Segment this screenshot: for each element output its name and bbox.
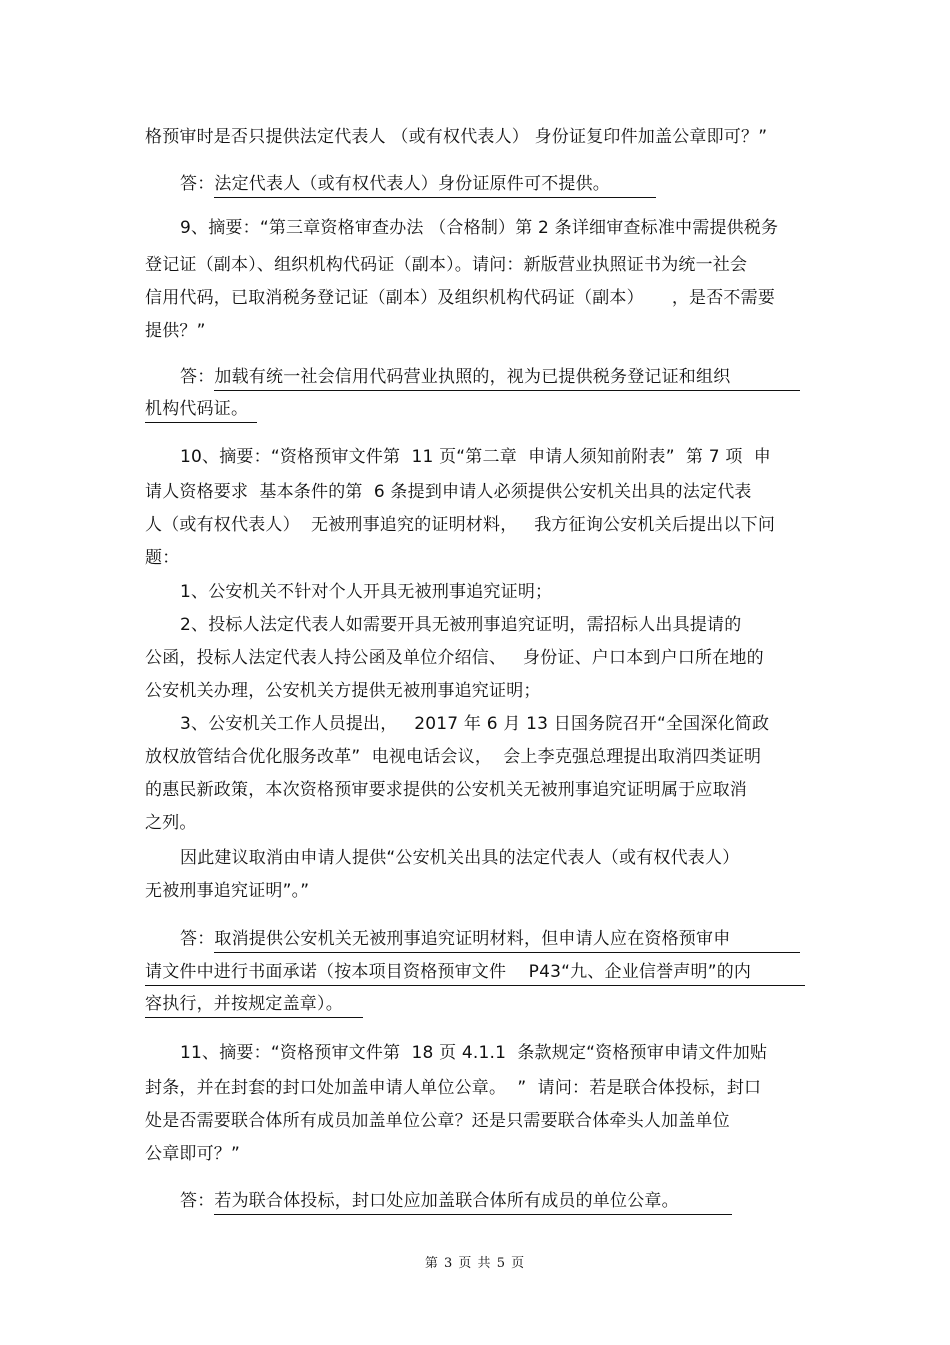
q8-answer <box>180 173 656 198</box>
q9-answer-line1 <box>180 366 800 391</box>
q10-text-line1: 10、摘要：“资格预审文件第 11 页“第二章 申请人须知前附表” 第 7 项 申 <box>180 447 771 467</box>
q10-answer-line2 <box>145 961 805 986</box>
q11-answer <box>180 1190 732 1215</box>
q10-point3-line3: 的惠民新政策，本次资格预审要求提供的公安机关无被刑事追究证明属于应取消 <box>145 780 747 800</box>
q10-point3-line4: 之列。 <box>145 813 197 833</box>
q10-text-line4: 题： <box>145 548 180 568</box>
q10-suggestion-line2: 无被刑事追究证明”。” <box>145 881 310 901</box>
q9-answer-line2 <box>145 398 257 423</box>
q10-point1: 1、公安机关不针对个人开具无被刑事追究证明； <box>180 582 553 602</box>
q9-text-line2: 登记证（副本）、组织机构代码证（副本）。请问：新版营业执照证书为统一社会 <box>145 255 748 275</box>
q10-suggestion-line1: 因此建议取消由申请人提供“公安机关出具的法定代表人（或有权代表人） <box>180 848 740 868</box>
q8-text-end: 格预审时是否只提供法定代表人 （或有权代表人） 身份证复印件加盖公章即可？” <box>145 127 768 147</box>
q11-text-line3: 处是否需要联合体所有成员加盖单位公章？还是只需要联合体牵头人加盖单位 <box>145 1111 730 1131</box>
q10-point3-line1: 3、公安机关工作人员提出， 2017 年 6 月 13 日国务院召开“全国深化简政 <box>180 714 770 734</box>
q10-point2-line3: 公安机关办理，公安机关方提供无被刑事追究证明； <box>145 681 541 701</box>
answer-text: 请文件中进行书面承诺（按本项目资格预审文件 P43“九、企业信誉声明”的内 <box>145 961 805 986</box>
q10-text-line3: 人（或有权代表人） 无被刑事追究的证明材料， 我方征询公安机关后提出以下问 <box>145 515 776 535</box>
q9-text-line4: 提供？” <box>145 321 206 341</box>
q10-text-line2: 请人资格要求 基本条件的第 6 条提到申请人必须提供公安机关出具的法定代表 <box>145 482 752 502</box>
answer-prefix: 答： <box>180 929 215 949</box>
q11-text-line4: 公章即可？” <box>145 1144 241 1164</box>
q11-text-line1: 11、摘要：“资格预审文件第 18 页 4.1.1 条款规定“资格预审申请文件加贴 <box>180 1043 768 1063</box>
answer-prefix: 答： <box>180 174 215 194</box>
answer-text: 取消提供公安机关无被刑事追究证明材料，但申请人应在资格预审申 <box>214 928 800 953</box>
answer-prefix: 答： <box>180 367 215 387</box>
q10-answer-line1 <box>180 928 800 953</box>
q11-text-line2: 封条，并在封套的封口处加盖申请人单位公章。 ” 请问：若是联合体投标，封口 <box>145 1078 762 1098</box>
answer-text: 若为联合体投标，封口处应加盖联合体所有成员的单位公章。 <box>214 1190 732 1215</box>
answer-text: 法定代表人（或有权代表人）身份证原件可不提供。 <box>214 173 656 198</box>
q10-point3-line2: 放权放管结合优化服务改革” 电视电话会议， 会上李克强总理提出取消四类证明 <box>145 747 762 767</box>
answer-text: 容执行，并按规定盖章）。 <box>145 993 363 1018</box>
page-footer: 第 3 页 共 5 页 <box>424 1256 526 1271</box>
q10-answer-line3 <box>145 993 363 1018</box>
q10-point2-line2: 公函，投标人法定代表人持公函及单位介绍信、 身份证、户口本到户口所在地的 <box>145 648 764 668</box>
answer-text: 机构代码证。 <box>145 398 257 423</box>
answer-prefix: 答： <box>180 1191 215 1211</box>
answer-text: 加载有统一社会信用代码营业执照的，视为已提供税务登记证和组织 <box>214 366 800 391</box>
q10-point2-line1: 2、投标人法定代表人如需要开具无被刑事追究证明，需招标人出具提请的 <box>180 615 742 635</box>
q9-text-line3: 信用代码，已取消税务登记证（副本）及组织机构代码证（副本） ，是否不需要 <box>145 288 776 308</box>
q9-text-line1: 9、摘要：“第三章资格审查办法 （合格制）第 2 条详细审查标准中需提供税务 <box>180 218 779 238</box>
